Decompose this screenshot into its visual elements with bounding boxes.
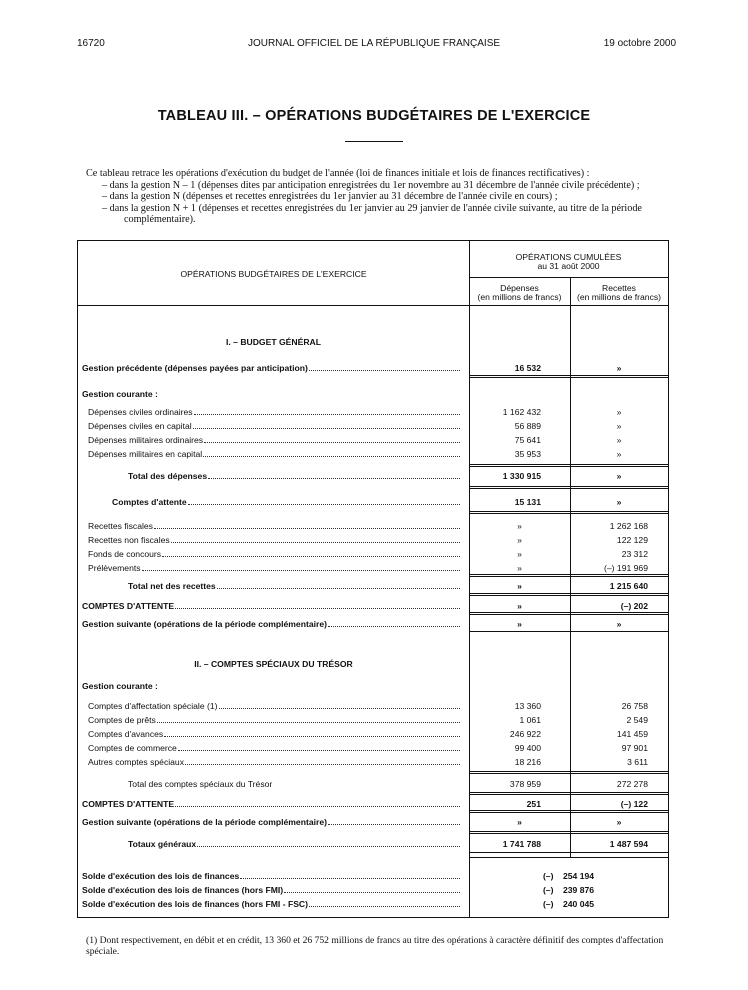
row-label-text: Totaux généraux [128,839,197,849]
cell-recettes: 1 262 168 [609,521,648,531]
cell-depenses: 75 641 [514,435,541,445]
leader-dots [194,407,460,415]
row-label-text: Gestion courante : [82,389,158,399]
leader-dots [157,715,460,723]
row-label-text: Prélèvements [88,563,141,573]
cell-depenses: 35 953 [514,449,541,459]
row-separator [469,464,668,467]
journal-title: JOURNAL OFFICIEL DE LA RÉPUBLIQUE FRANÇAISE [247,38,501,49]
row-label [82,817,460,827]
row-label [88,549,460,559]
cell-recettes: » [616,497,622,507]
header-cumulated: OPÉRATIONS CUMULÉES [515,252,622,262]
leader-dots [175,799,460,807]
row-label [128,581,460,591]
row-label-text: Total des comptes spéciaux du Trésor [128,779,273,789]
row-label [88,729,460,739]
cell-depenses: » [517,535,522,545]
row-label-text: Autres comptes spéciaux [88,757,185,767]
row-label-text: Comptes d'affectation spéciale (1) [88,701,218,711]
row-label-text: Dépenses militaires ordinaires [88,435,204,445]
row-label-text: Gestion courante : [82,681,158,691]
row-separator [469,831,668,834]
leader-dots [185,757,460,765]
page-title: TABLEAU III. – OPÉRATIONS BUDGÉTAIRES DE L'EXERCICE [157,108,591,124]
cell-depenses: 13 360 [514,701,541,711]
row-separator [469,574,668,577]
solde-value: (–) 254 194 [542,871,595,881]
row-separator [469,375,668,378]
leader-dots [203,449,460,457]
leader-dots [162,549,460,557]
cell-recettes: 26 758 [621,701,648,711]
column-header-depenses-unit: (en millions de francs) [477,292,562,302]
row-label-text: Comptes d'attente [112,497,187,507]
cell-depenses: 1 162 432 [502,407,541,417]
row-label [88,563,460,573]
column-header-recettes-unit: (en millions de francs) [576,292,662,302]
row-label-text: Dépenses militaires en capital [88,449,203,459]
cell-depenses: » [517,619,522,629]
cell-recettes: 97 901 [621,743,648,753]
cell-recettes: » [616,471,622,481]
cell-recettes: 2 549 [626,715,648,725]
column-header-depenses: Dépenses [500,283,539,293]
cell-recettes: » [616,619,622,629]
cell-depenses: 1 061 [519,715,541,725]
intro-lead: Ce tableau retrace les opérations d'exécution du budget de l'année (loi de finances initiale et lois de finances rectificatives) : [86,168,590,179]
cell-depenses: » [517,563,522,573]
solde-value: (–) 239 876 [542,885,595,895]
leader-dots [178,743,460,751]
row-label [88,407,460,417]
cell-recettes: » [616,449,622,459]
row-label-text: Dépenses civiles ordinaires [88,407,193,417]
intro-bullet: – dans la gestion N (dépenses et recettes enregistrées du 1er janvier au 31 décembre de l'année civile en cours) ; [102,191,558,202]
leader-dots [204,435,460,443]
cell-recettes: » [616,421,622,431]
solde-box-top [469,857,668,858]
row-label-text: Recettes non fiscales [88,535,170,545]
cell-recettes: (–) 191 969 [604,563,648,573]
row-label-text: COMPTES D'ATTENTE [82,799,175,809]
leader-dots [208,471,460,479]
cell-depenses: 1 330 915 [502,471,541,481]
leader-dots [309,363,460,371]
cell-recettes: (–) 202 [620,601,648,611]
header-divider [469,277,668,278]
row-separator [469,612,668,615]
intro-bullet: – dans la gestion N – 1 (dépenses dites par anticipation enregistrées du 1er novembre au 31 décembre de l'année civile précédente) ; [102,179,640,191]
column-header-recettes: Recettes [602,283,636,293]
cell-depenses: 1 741 788 [502,839,541,849]
row-separator [469,810,668,813]
solde-label [82,885,460,895]
row-separator [469,593,668,596]
row-label-text: Total des dépenses [128,471,208,481]
footnote: (1) Dont respectivement, en débit et en crédit, 13 360 et 26 752 millions de francs au titre des opérations à caractère définitif des comptes d'affectation spéciale. [86,935,664,957]
publication-date: 19 octobre 2000 [603,38,676,49]
row-label [88,715,460,725]
cell-depenses: 16 532 [514,363,541,373]
row-label [128,471,460,481]
solde-label-text: Solde d'exécution des lois de finances (hors FMI - FSC) [82,899,308,909]
row-separator [469,631,668,632]
row-label [82,601,460,611]
row-label [112,497,460,507]
cell-depenses: » [517,581,522,591]
leader-dots [171,535,460,543]
solde-label [82,899,460,909]
row-label-text: COMPTES D'ATTENTE [82,601,175,611]
row-label-text: Comptes de commerce [88,743,177,753]
leader-dots [240,871,460,879]
intro-bullet: – dans la gestion N + 1 (dépenses et recettes enregistrées du 1er janvier au 29 janvier de l'année civile suivante, au titre de la période [102,202,642,214]
cell-recettes: 1 487 594 [609,839,648,849]
row-label [88,757,460,767]
cell-recettes: » [616,363,622,373]
solde-label-text: Solde d'exécution des lois de finances [82,871,240,881]
row-label [82,619,460,629]
row-label-text: Fonds de concours [88,549,162,559]
cell-depenses: 56 889 [514,421,541,431]
cell-depenses: » [517,549,522,559]
row-label-text: Recettes fiscales [88,521,153,531]
cell-recettes: » [616,407,622,417]
row-label [88,743,460,753]
leader-dots [188,497,460,505]
row-label-text: Comptes d'avances [88,729,164,739]
budget-table [77,240,669,918]
row-separator [469,771,668,774]
intro-bullet-continuation: complémentaire). [124,214,196,225]
leader-dots [219,701,460,709]
cell-depenses: 251 [526,799,541,809]
cell-depenses: 15 131 [514,497,541,507]
row-separator [469,792,668,795]
section-title: II. – COMPTES SPÉCIAUX DU TRÉSOR [194,659,353,669]
header-cumulated-date: au 31 août 2000 [537,261,600,271]
row-label [88,535,460,545]
intro-text [86,168,686,226]
cell-depenses: » [517,601,522,611]
leader-dots [142,563,460,571]
header-divider [78,305,668,306]
cell-recettes: 3 611 [627,757,648,767]
cell-recettes: 1 215 640 [609,581,648,591]
row-separator [469,852,668,853]
cell-depenses: 246 922 [509,729,541,739]
cell-depenses: » [517,521,522,531]
row-label [88,521,460,531]
section-title: I. – BUDGET GÉNÉRAL [225,337,322,347]
solde-label-text: Solde d'exécution des lois de finances (hors FMI) [82,885,284,895]
leader-dots [328,619,460,627]
cell-recettes: 23 312 [621,549,648,559]
row-label-text: Gestion suivante (opérations de la période complémentaire) [82,817,327,827]
cell-depenses: » [517,817,522,827]
row-label [82,799,460,809]
cell-depenses: 18 216 [514,757,541,767]
leader-dots [217,581,460,589]
row-label-text: Dépenses civiles en capital [88,421,192,431]
row-label [128,839,460,849]
row-label [88,701,460,711]
cell-depenses: 99 400 [514,743,541,753]
row-separator [469,486,668,489]
page-number: 16720 [77,38,105,49]
leader-dots [154,521,460,529]
leader-dots [175,601,460,609]
header-operations: OPÉRATIONS BUDGÉTAIRES DE L'EXERCICE [180,269,367,279]
leader-dots [328,817,460,825]
cell-recettes: » [616,435,622,445]
cell-recettes: 122 129 [616,535,648,545]
row-label [82,681,460,691]
row-label-text: Gestion précédente (dépenses payées par anticipation) [82,363,308,373]
cell-depenses: 378 959 [509,779,541,789]
leader-dots [164,729,460,737]
solde-value: (–) 240 045 [542,899,595,909]
row-label [88,449,460,459]
row-label [88,421,460,431]
leader-dots [197,839,460,847]
cell-recettes: » [616,817,622,827]
row-label-text: Gestion suivante (opérations de la période complémentaire) [82,619,327,629]
leader-dots [193,421,460,429]
solde-label [82,871,460,881]
row-label-text: Total net des recettes [128,581,216,591]
row-label [88,435,460,445]
title-rule [345,141,403,142]
row-label [128,779,460,789]
row-separator [469,511,668,514]
cell-recettes: (–) 122 [620,799,648,809]
column-divider [469,241,470,917]
row-label-text: Comptes de prêts [88,715,156,725]
cell-recettes: 272 278 [616,779,648,789]
cell-recettes: 141 459 [616,729,648,739]
row-label [82,363,460,373]
leader-dots [309,899,460,907]
leader-dots [284,885,460,893]
row-label [82,389,460,399]
